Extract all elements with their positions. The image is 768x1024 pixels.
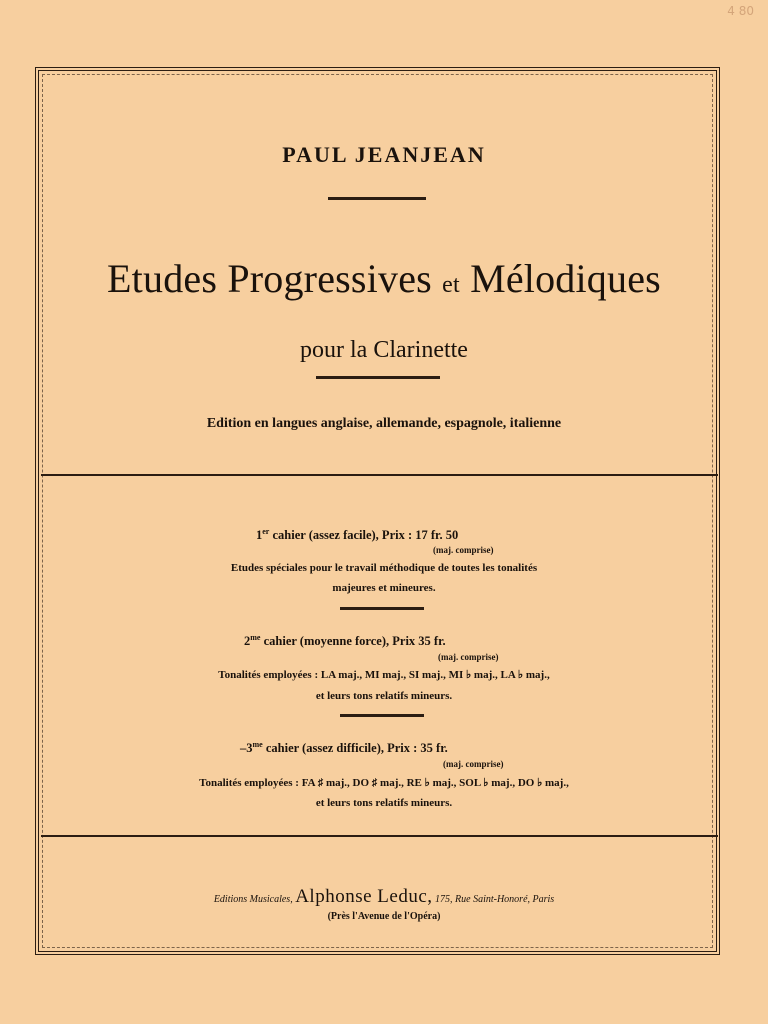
book-3-price: 35 fr.: [420, 741, 448, 756]
title-connector: et: [442, 272, 460, 298]
book-2-ordinal: me: [250, 633, 261, 642]
book-3-number: –3: [240, 741, 253, 756]
book-1-price: 17 fr. 50: [415, 528, 459, 543]
divider-book-1: [340, 607, 424, 610]
book-1-ordinal: er: [262, 527, 270, 536]
publisher-prefix: Editions Musicales,: [213, 894, 293, 905]
book-2-price-note: (maj. comprise): [438, 652, 499, 662]
publisher-location-note: (Près l'Avenue de l'Opéra): [327, 911, 441, 922]
subtitle: pour la Clarinette: [300, 337, 468, 363]
book-2-description-line-1: Tonalités employées : LA maj., MI maj., SI maj., MI ♭ maj., LA ♭ maj.,: [218, 669, 550, 681]
page-border-frame: [35, 67, 720, 955]
book-3-label: cahier (assez difficile), Prix :: [265, 741, 418, 756]
title-part2: Mélodiques: [470, 256, 661, 301]
publisher-line: [0, 886, 768, 908]
book-3-price-note: (maj. comprise): [443, 759, 504, 769]
author-name: PAUL JEANJEAN: [282, 142, 486, 167]
book-1-number: 1: [256, 528, 263, 543]
title-part1: Etudes Progressives: [107, 256, 432, 301]
book-1-label: cahier (assez facile), Prix :: [272, 528, 413, 543]
book-2-label: cahier (moyenne force), Prix: [263, 634, 416, 649]
divider-under-subtitle: [316, 376, 440, 379]
book-2-description-line-2: et leurs tons relatifs mineurs.: [315, 690, 453, 702]
main-title: [0, 255, 768, 302]
book-1-description-line-2: majeures et mineures.: [332, 582, 436, 594]
section-divider-bottom: [41, 835, 718, 837]
corner-handwritten-note: 4 80: [727, 4, 754, 18]
book-3-description-line-1: Tonalités employées : FA ♯ maj., DO ♯ maj., RE ♭ maj., SOL ♭ maj., DO ♭ maj.,: [199, 777, 569, 789]
book-3-description-line-2: et leurs tons relatifs mineurs.: [315, 797, 453, 809]
section-divider-top: [41, 474, 718, 476]
book-2-price: 35 fr.: [418, 634, 446, 649]
book-3-title: [240, 740, 448, 756]
edition-languages: Edition en langues anglaise, allemande, espagnole, italienne: [206, 416, 562, 431]
divider-under-author: [328, 197, 426, 200]
book-3-ordinal: me: [252, 740, 263, 749]
publisher-address: 175, Rue Saint-Honoré, Paris: [435, 894, 555, 905]
publisher-name: Alphonse Leduc,: [295, 886, 433, 907]
book-1-description-line-1: Etudes spéciales pour le travail méthodique de toutes les tonalités: [230, 562, 538, 574]
book-1-price-note: (maj. comprise): [433, 545, 494, 555]
book-2-number: 2: [244, 634, 251, 649]
book-2-title: [244, 633, 446, 649]
divider-book-2: [340, 714, 424, 717]
book-1-title: [256, 527, 458, 543]
page-border-inner: [42, 74, 713, 948]
